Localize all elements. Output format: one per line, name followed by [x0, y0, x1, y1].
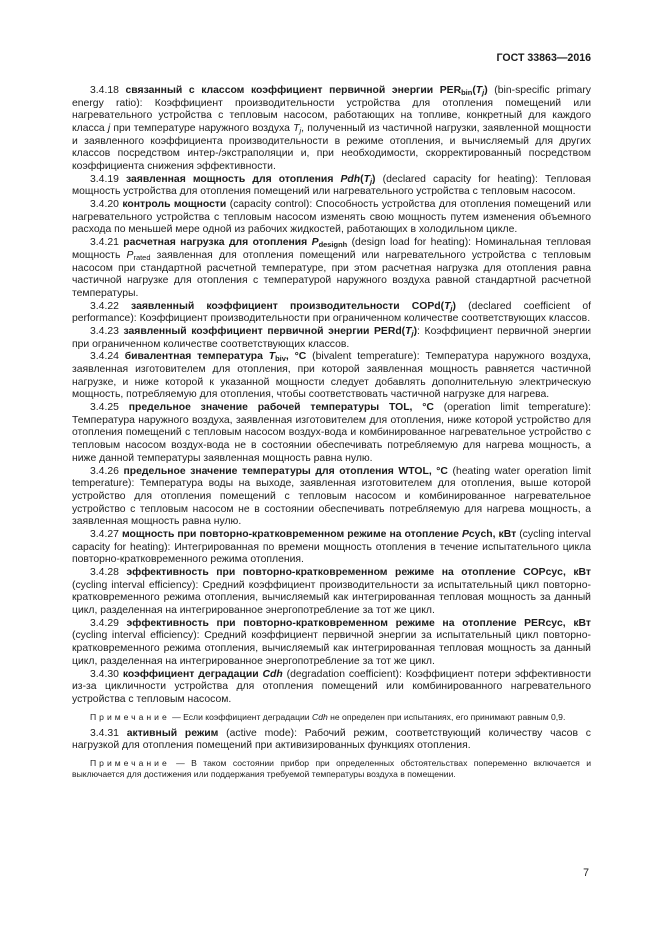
text-run: , полученный из частичной нагрузки, заявленной мощности и заявленного коэффициента производительности в режиме отопления, и вычисляемый для других классов посредством интер-/экстраполяции и, при необходимости, скорректированный посредством коэффициента снижения эффективности.	[72, 122, 591, 173]
text-run: заявленная для отопления помещений или нагревательного устройства с тепловым насосом при стандартной расчетной температуре, при этом расчетная нагрузка для отопления равна частичной нагрузке для отопления с температурой наружного воздуха равной стандартной расчетной температуры.	[72, 249, 591, 299]
text-run: 3.4.30	[90, 668, 123, 680]
text-run: 3.4.28	[90, 567, 127, 579]
document-header	[72, 52, 591, 65]
text-run: T	[363, 173, 370, 185]
text-run: (active mode): Рабочий режим, соответствующий количеству часов с нагрузкой для отопления помещений при активизированных функциях отопления.	[72, 727, 591, 752]
definition-paragraph	[72, 326, 591, 351]
text-run: предельное значение рабочей температуры TOL, °С	[128, 402, 434, 414]
definition-paragraph	[72, 618, 591, 669]
text-run: T	[475, 84, 483, 96]
text-run: заявленный коэффициент производительности COPd(	[131, 300, 445, 312]
text-run: связанный с классом коэффициент первичной энергии PER	[125, 84, 462, 96]
text-run: эффективность при повторно-кратковременном режиме на отопление PERcyc, кВт	[126, 617, 591, 629]
text-run: эффективность при повторно-кратковременном режиме на отопление COPcyc, кВт	[126, 567, 591, 579]
text-run: bin	[461, 88, 473, 98]
text-run: Примечание	[90, 711, 170, 722]
text-run: T	[444, 300, 451, 312]
text-run: (declared capacity for heating): Тепловая мощность устройства для отопления помещений или нагревательного устройства с тепловым насосом.	[72, 173, 591, 198]
text-run: 3.4.19	[90, 173, 126, 185]
text-run: (cycling interval capacity for heating): Интегрированная по времени мощность отопления в течение испытательного цикла повторно-кратковременного режима отопления.	[72, 528, 591, 566]
text-run: коэффициент деградации	[122, 668, 263, 680]
text-run: (cycling interval efficiency): Средний коэффициент первичной энергии за испытательный цикл повторно-кратковременного режима отопления, вычисляемый как интегрированная тепловая мощность за данный цикл, разделенная на интегрированное энергопотребление за тот же цикл.	[72, 630, 591, 667]
text-run: T	[405, 325, 412, 337]
text-run: мощность при повторно-кратковременном режиме на отопление	[121, 528, 462, 540]
text-run: (bin-specific primary energy ratio): Коэффициент производительности устройства для отопления помещений или нагревательного устройства с тепловым насосом, работающих на топливе, конкретный для каждого класса	[72, 84, 591, 134]
definition-paragraph	[72, 529, 591, 567]
text-run: )	[452, 300, 456, 312]
definition-paragraph	[72, 728, 591, 753]
text-run: j	[299, 126, 302, 136]
definition-paragraph	[72, 351, 591, 402]
text-run: бивалентная температура	[124, 351, 269, 363]
text-run: (capacity control): Способность устройства для отопления помещений или нагревательного устройства с тепловым насосом изменять свою мощность путем изменения объемного расхода по меньшей мере одной из рабочих жидкостей, работающих в холодильном цикле.	[72, 199, 591, 236]
text-run: P	[311, 237, 319, 249]
note-paragraph	[72, 758, 591, 780]
text-run: )	[484, 84, 488, 96]
definition-paragraph	[72, 174, 591, 199]
text-run: (bivalent temperature): Температура наружного воздуха, заявленная изготовителем для отопления, при которой заявленная мощность равняется частичной нагрузке, и ниже которой к указанной мощности следует добавлять дополнительную электрическую мощность, потребляемую для отопления, чтобы соответствовать частичной нагрузке для нагрева.	[72, 351, 592, 401]
text-run: при температуре наружного воздуха	[110, 122, 294, 134]
text-run: — В таком состоянии прибор при определенных обстоятельствах попеременно включается и выключается для достижения или поддержания требуемой температуры воздуха в помещении.	[72, 757, 591, 779]
text-run: j	[450, 303, 453, 313]
standard-number: ГОСТ 33863—2016	[496, 52, 591, 64]
text-run: j	[369, 176, 373, 186]
definition-paragraph	[72, 669, 591, 707]
text-run: расчетная нагрузка для отопления	[123, 237, 312, 249]
text-run: 3.4.27	[90, 528, 122, 540]
text-run: контроль мощности	[122, 199, 227, 211]
text-run: (degradation coefficient): Коэффициент потери эффективности из-за цикличности устройства для отопления помещений или комбинированного нагревательного устройства с тепловым насосом.	[72, 668, 592, 705]
text-run: (design load for heating): Номинальная тепловая мощность	[72, 237, 591, 261]
text-run: 3.4.21	[90, 237, 124, 249]
text-run: 3.4.31	[90, 727, 127, 739]
text-run: : Коэффициент первичной энергии при ограниченном количестве соответствующих классов.	[72, 325, 591, 350]
definition-paragraph	[72, 301, 591, 326]
text-run: (cycling interval efficiency): Средний коэффициент производительности за испытательный цикл повторно-кратковременного режима отопления, вычисляемый как интегрированная тепловая мощность за данный цикл, разделенная на интегрированное энергопотребление за тот же цикл.	[72, 579, 591, 617]
text-run: )	[372, 173, 376, 185]
document-body	[72, 85, 591, 780]
text-run: , °С	[285, 351, 307, 363]
note-paragraph	[72, 712, 591, 723]
text-run: T	[293, 122, 300, 134]
text-run: rated	[133, 252, 151, 262]
text-run: cych, кВт	[468, 528, 517, 540]
text-run: 3.4.18	[90, 84, 126, 96]
text-run: (	[472, 84, 476, 96]
text-run: (	[360, 173, 364, 185]
text-run: biv	[275, 354, 286, 364]
text-run: (declared coefficient of performance): Коэффициент производительности при ограниченном количестве соответствующих классов.	[72, 300, 591, 325]
text-run: 3.4.26	[90, 465, 124, 477]
text-run: — Если коэффициент деградации	[169, 711, 312, 722]
text-run: (operation limit temperature): Температура наружного воздуха, заявленная изготовителем для отопления, ниже которой устройство для отопления помещений с тепловым насосом воздух-вода и комбинированное нагревательное устройство с тепловым насосом воздух-вода не в состоянии обеспечивать потребляемую для нагрева мощность, а ниже данной температуры заявленная мощность равна нулю.	[72, 402, 591, 464]
text-run: P	[461, 528, 469, 540]
text-run: 3.4.25	[90, 402, 129, 414]
text-run: T	[268, 351, 276, 363]
text-run: Cdh	[311, 711, 328, 722]
text-run: Pdh	[340, 173, 361, 185]
document-footer	[583, 867, 589, 880]
definition-paragraph	[72, 567, 591, 618]
text-run: заявленная мощность для отопления	[126, 173, 341, 185]
text-run: P	[126, 249, 134, 261]
text-run: Примечание	[90, 757, 170, 768]
definition-paragraph	[72, 85, 591, 174]
text-run: j	[411, 329, 414, 339]
definition-paragraph	[72, 402, 591, 465]
text-run: designh	[318, 240, 348, 250]
text-run: (heating water operation limit temperature): Температура воды на выходе, заявленная изготовителем для отопления, выше которой устройство для отопления помещений с тепловым насосом и комбинированное нагревательное устройство с тепловым насосом не в состоянии обеспечивать потребляемую для нагрева мощность, а заявленная мощность равна нулю.	[72, 465, 591, 528]
text-run: j	[107, 122, 111, 134]
text-run: Cdh	[262, 668, 283, 680]
text-run: j	[482, 88, 485, 98]
page-number: 7	[583, 867, 589, 880]
text-run: 3.4.23	[90, 325, 124, 337]
text-run: 3.4.22	[90, 300, 132, 312]
text-run: не определен при испытаниях, его принимают равным 0,9.	[327, 711, 566, 722]
definition-paragraph	[72, 199, 591, 237]
text-run: 3.4.29	[90, 617, 127, 629]
text-run: заявленный коэффициент первичной энергии PERd(	[123, 325, 406, 337]
definition-paragraph	[72, 237, 591, 300]
text-run: активный режим	[126, 727, 219, 739]
text-run: предельное значение температуры для отопления WTOL, °С	[123, 465, 448, 477]
text-run: )	[413, 325, 418, 337]
text-run: 3.4.20	[90, 199, 123, 211]
text-run: 3.4.24	[90, 351, 125, 363]
definition-paragraph	[72, 466, 591, 529]
